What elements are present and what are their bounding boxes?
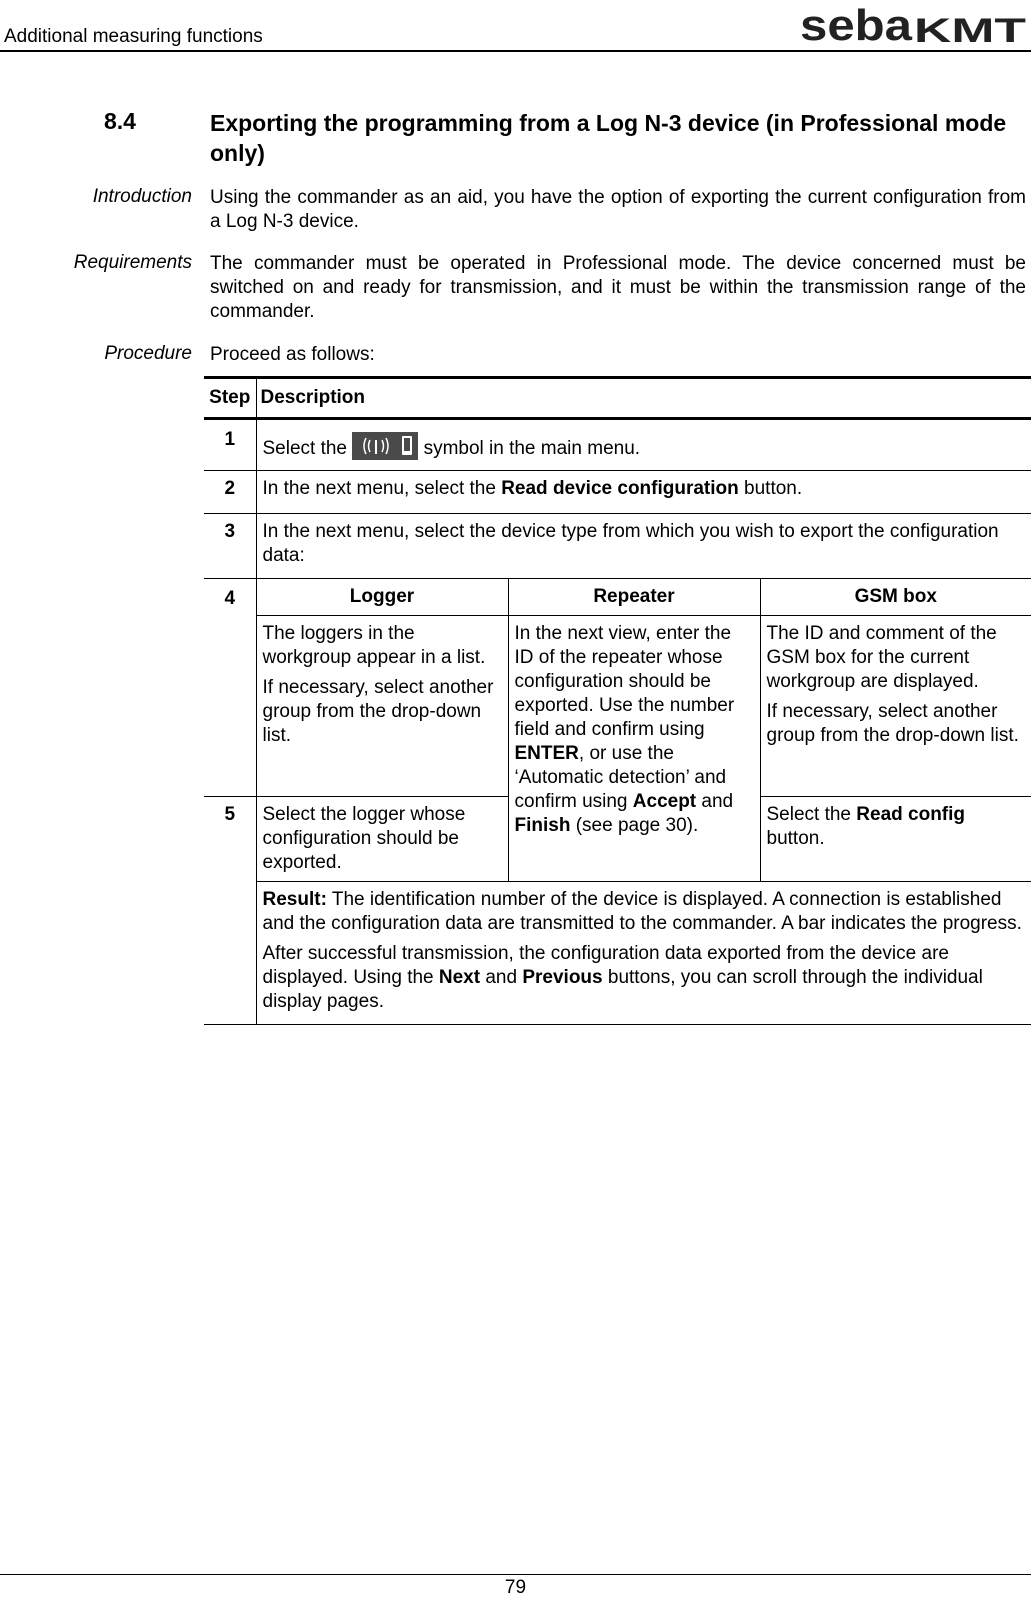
introduction-text: Using the commander as an aid, you have the option of exporting the current configuration from a Log N-3 device.	[210, 187, 1026, 232]
result-p2-pre: After successful transmission, the configuration data exported from the device are displayed. Using the	[262, 943, 949, 988]
result-description	[256, 882, 1031, 1025]
section-number: 8.4	[104, 108, 136, 134]
result-label: Result:	[262, 889, 327, 910]
logger-header: Logger	[256, 579, 508, 616]
step-2-post: button.	[744, 478, 803, 499]
procedure-intro: Proceed as follows:	[210, 344, 375, 365]
finish-label: Finish	[514, 815, 571, 836]
page-number: 79	[504, 1577, 527, 1598]
logger-step-5: Select the logger whose configuration should be exported.	[256, 797, 508, 882]
gsm-step-5	[760, 797, 1031, 882]
device-header-row	[204, 579, 1031, 616]
step-column-header: Step	[204, 378, 256, 419]
step-number-2: 2	[204, 471, 256, 514]
gsm-step-5-pre: Select the	[766, 804, 851, 825]
procedure-table	[204, 376, 1031, 1025]
result-and: and	[485, 967, 518, 988]
next-label: Next	[438, 967, 481, 988]
result-row	[204, 882, 1031, 1025]
step-1-pre: Select the	[262, 438, 347, 459]
result-text: The identification number of the device is displayed. A connection is established and the configuration data are transmitted to the commander. A bar indicates the progress.	[262, 889, 1022, 934]
repeater-text-1: In the next view, enter the ID of the repeater whose configuration should be exported. Use the number field and confirm using	[514, 623, 735, 740]
requirements-text: The commander must be operated in Professional mode. The device concerned must be switched on and ready for transmission, and it must be within the transmission range of the commander.	[210, 253, 1026, 322]
logger-dropdown-text: If necessary, select another group from the drop-down list.	[262, 677, 494, 746]
wireless-device-icon	[352, 432, 418, 460]
gsm-step-5-post: button.	[766, 828, 825, 849]
header-title: Additional measuring functions	[4, 26, 263, 47]
requirements-label: Requirements	[73, 252, 192, 273]
description-column-header: Description	[256, 378, 1031, 419]
step-row-4	[204, 616, 1031, 797]
accept-label: Accept	[632, 791, 697, 812]
introduction-label: Introduction	[92, 186, 192, 207]
repeater-description	[508, 616, 760, 882]
header-rule	[0, 50, 1031, 52]
step-number-4: 4	[204, 579, 256, 797]
procedure-label: Procedure	[104, 343, 192, 364]
repeater-text-3: and	[701, 791, 734, 812]
svg-text:seba: seba	[800, 2, 913, 48]
gsm-box-header: GSM box	[760, 579, 1031, 616]
previous-label: Previous	[522, 967, 603, 988]
table-header-row	[204, 378, 1031, 419]
gsm-step-4	[760, 616, 1031, 797]
logger-step-4	[256, 616, 508, 797]
gsm-display-text: The ID and comment of the GSM box for the current workgroup are displayed.	[766, 623, 997, 692]
footer-rule	[0, 1574, 1031, 1575]
read-config-label: Read config	[856, 804, 966, 825]
gsm-dropdown-text: If necessary, select another group from the drop-down list.	[766, 701, 1019, 746]
step-2-pre: In the next menu, select the	[262, 478, 496, 499]
step-1-post: symbol in the main menu.	[423, 438, 641, 459]
repeater-text-4: (see page 30).	[575, 815, 699, 836]
step-row-3	[204, 514, 1031, 579]
step-number-3: 3	[204, 514, 256, 579]
step-2-description	[256, 471, 1031, 514]
enter-label: ENTER	[514, 743, 579, 764]
read-device-configuration-label: Read device configuration	[501, 478, 739, 499]
step-row-1	[204, 419, 1031, 471]
logger-list-text: The loggers in the workgroup appear in a list.	[262, 623, 486, 668]
step-3-description: In the next menu, select the device type from which you wish to export the configuration data:	[256, 514, 1031, 579]
repeater-text-2: , or use the ‘Automatic detection’ and confirm using	[514, 743, 727, 812]
step-number-1: 1	[204, 419, 256, 471]
sebakmt-logo	[800, 2, 1028, 48]
step-number-5: 5	[204, 797, 256, 1025]
repeater-header: Repeater	[508, 579, 760, 616]
step-1-description	[256, 419, 1031, 471]
result-p2-post: buttons, you can scroll through the individual display pages.	[262, 967, 983, 1012]
step-row-2	[204, 471, 1031, 514]
svg-text:KMT: KMT	[914, 12, 1027, 48]
section-title: Exporting the programming from a Log N-3 device (in Professional mode only)	[210, 110, 1007, 166]
